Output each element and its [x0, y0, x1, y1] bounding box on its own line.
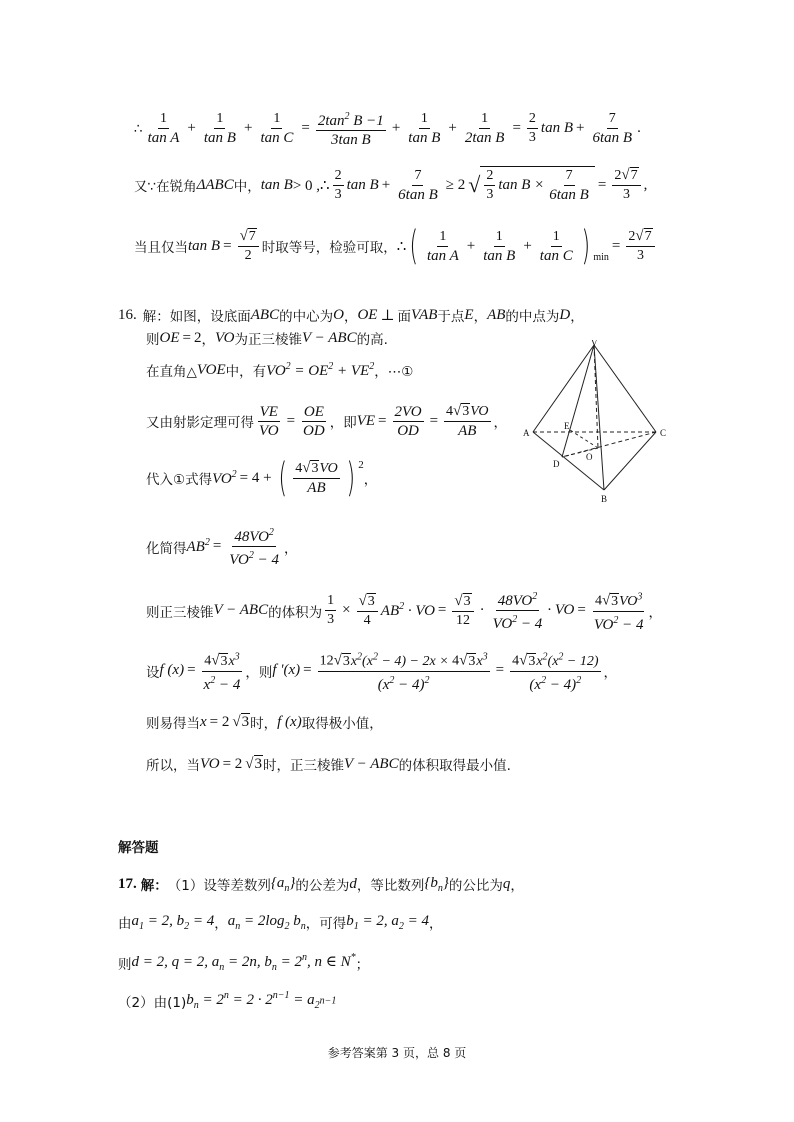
- q17-line-1: 17. 解： （1）设等差数列 $\{a_n\}$ 的公差为 d ，等比数列 $\{b_n\}$ 的公比为 q ，: [118, 874, 524, 894]
- label-B: B: [601, 494, 608, 504]
- label-V: V: [591, 340, 598, 348]
- q16-step-3: 代入①式得 $VO^2$ = 4 + ( $\frac{4√3VO}{AB}$ ) 2 ，: [146, 455, 378, 501]
- frac-1-tanA: $\frac{1}{\text{tan A}}$: [147, 111, 180, 146]
- line-OE: [570, 430, 598, 448]
- eq-line-1: ∴ $\frac{1}{\text{tan A}}$ + $\frac{1}{\text{tan B}}$ + $\frac{1}{\text{tan C}}$ = $\frac{2\tan^2 B -1}{\text{3tan B}}$ + $\frac{1}{\text{tan B}}$ + $\frac{1}{\text{2tan B}}$ = $\frac{2}{3}$ tan B + $\frac{7}{\text{6tan B}}$ .: [134, 108, 641, 149]
- q17-line-3: 则 d = 2, q = 2, $a_n = 2n$, $b_n = 2^n$, n ∈ N* ；: [118, 952, 370, 973]
- label-E: E: [564, 421, 570, 431]
- q16-step-2: 又由射影定理可得 $\frac{VE}{VO}$ = $\frac{OE}{OD}$ ，即 VE = $\frac{2VO}{OD}$ = $\frac{4√3VO}{AB}$ ，: [146, 403, 508, 439]
- label-C: C: [660, 428, 667, 438]
- q16-step-5: 则正三棱锥 V − ABC 的体积为 $\frac{1}{3}$ × $\frac{√3}{4}$ $AB^2$ · VO = $\frac{√3}{12}$ · $\frac{48VO^2}{VO^2 - 4}$ · VO = $\frac{4√3VO^3}{VO^2 - 4}$ ，: [146, 588, 662, 634]
- q16-step-6: 设 f (x) = $\frac{4√3x^3}{x^2 - 4}$ ，则 f '(x) = $\frac{12√3x^2(x^2 - 4) - 2x \times 4√3x^3}{(x^2 - 4)^2}$ = $\frac{4√3x^2(x^2 - 12)}{(x^2 - 4)^2}$ ，: [146, 648, 617, 694]
- q16-step-1: 在直角△ VOE 中，有 $VO^2 = OE^2 + VE^2$ ，⋯①: [146, 360, 414, 380]
- label-O: O: [586, 452, 593, 462]
- edge-BC: [604, 432, 656, 490]
- q16-step-4: 化简得 $AB^2$ = $\frac{48VO^2}{VO^2 - 4}$ ，: [146, 524, 297, 569]
- eq-line-2: 又∵在锐角 ΔABC 中， tan B > 0 ,∴ $\frac{2}{3}$ tan B + $\frac{7}{\text{6tan B}}$ ≥ 2 √ $\frac{2}{3}$ tan B × $\frac{7}{\text{6tan B}}$ = $\frac{2√7}{3}$ ,: [134, 167, 648, 203]
- q17-line-4: （2）由(1) $b_n = 2^n = 2 \cdot 2^{n-1} = a_{2^{n-1}}$: [118, 990, 337, 1011]
- q16-line-2: 则 OE = 2 ， VO 为正三棱锥 V − ABC 的高.: [146, 329, 388, 348]
- line-CD: [562, 432, 656, 457]
- q16-line-1: 16. 解：如图，设底面 ABC 的中心为 O ， OE ⊥ 面 VAB 于点 E ， AB 的中点为 D ，: [118, 306, 584, 325]
- q16-step-8: 所以，当 VO = 2 √ 3 时，正三棱锥 V − ABC 的体积取得最小值.: [146, 755, 511, 774]
- q17-line-2: 由 $a_1 = 2$, $b_2 = 4$ ， $a_n = 2\log_2$ $b_n$ ，可得 $b_1 = 2$, $a_2 = 4$ ，: [118, 912, 443, 932]
- pyramid-figure: [518, 340, 678, 505]
- q16-step-7: 则易得当 x = 2 √ 3 时， f (x) 取得极小值，: [146, 713, 383, 732]
- edge-VB: [594, 345, 604, 490]
- edge-VC: [594, 345, 656, 432]
- page-footer: 参考答案第 3 页，总 8 页: [327, 1046, 467, 1060]
- therefore-sign: ∴: [134, 120, 143, 137]
- label-A: A: [523, 428, 530, 438]
- line-VD: [562, 345, 594, 457]
- section-title: 解答题: [118, 840, 159, 856]
- eq-line-3: 当且仅当 tan B = $\frac{√7}{2}$ 时取等号，检验可取， ∴ ( $\frac{1}{\text{tan A}}$ + $\frac{1}{\text{tan B}}$ + $\frac{1}{\text{tan C}}$ ) min = $\frac{2√7}{3}$: [134, 226, 658, 266]
- edge-VA: [533, 345, 594, 432]
- label-D: D: [553, 459, 560, 469]
- edge-AB: [533, 432, 604, 490]
